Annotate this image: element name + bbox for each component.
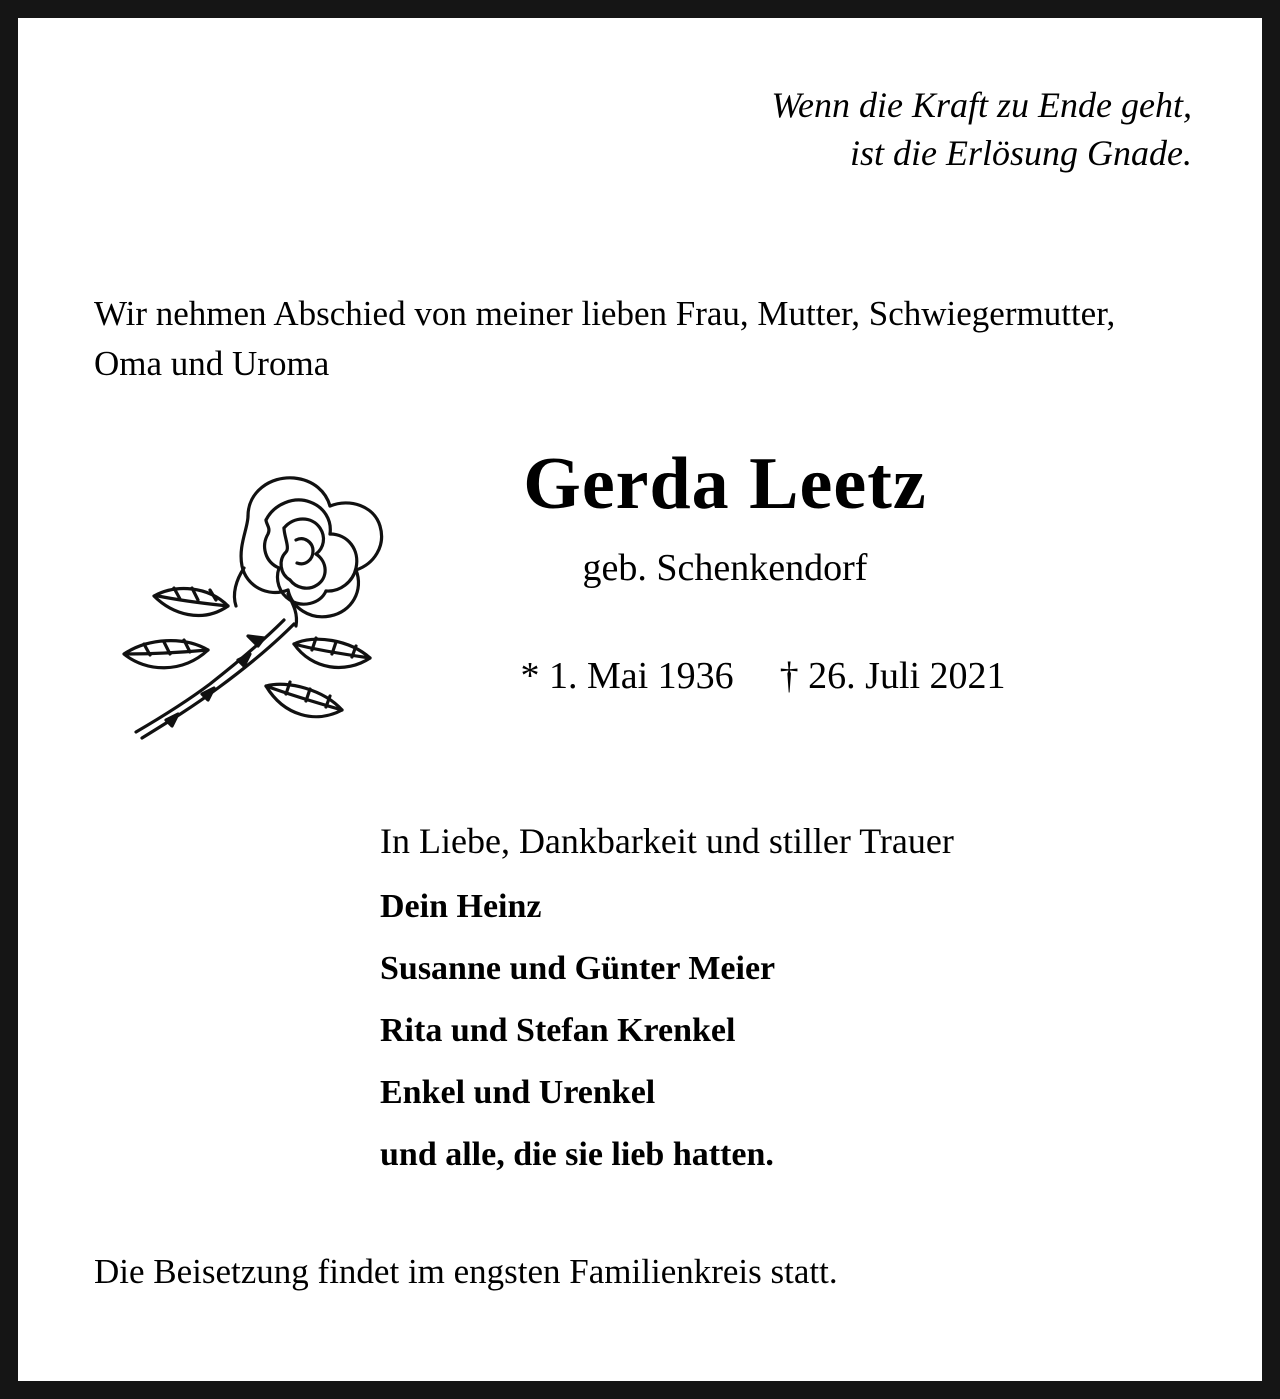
- funeral-note: Die Beisetzung findet im engsten Familienkreis statt.: [94, 1252, 838, 1292]
- motto-line-1: Wenn die Kraft zu Ende geht,: [771, 85, 1192, 125]
- motto-line-2: ist die Erlösung Gnade.: [850, 132, 1192, 173]
- mourners-block: [80, 820, 1200, 1172]
- mourner-line: Enkel und Urenkel: [380, 1074, 656, 1112]
- mourning-header: In Liebe, Dankbarkeit und stiller Trauer: [380, 821, 954, 862]
- rose-icon: [98, 454, 418, 754]
- name-and-ornament: [80, 444, 1200, 744]
- intro-text: Wir nehmen Abschied von meiner lieben Frau, Mutter, Schwiegermutter, Oma und Uroma: [94, 294, 1116, 383]
- death-date: † 26. Juli 2021: [779, 654, 1006, 697]
- motto: [80, 44, 1200, 177]
- deceased-name: Gerda Leetz: [523, 443, 927, 526]
- maiden-name: geb. Schenkendorf: [582, 546, 868, 589]
- mourner-line: und alle, die sie lieb hatten.: [380, 1136, 774, 1174]
- mourner-line: Susanne und Günter Meier: [380, 950, 776, 988]
- mourner-line: Dein Heinz: [380, 888, 542, 926]
- mourner-line: Rita und Stefan Krenkel: [380, 1012, 736, 1050]
- birth-date: * 1. Mai 1936: [520, 654, 734, 697]
